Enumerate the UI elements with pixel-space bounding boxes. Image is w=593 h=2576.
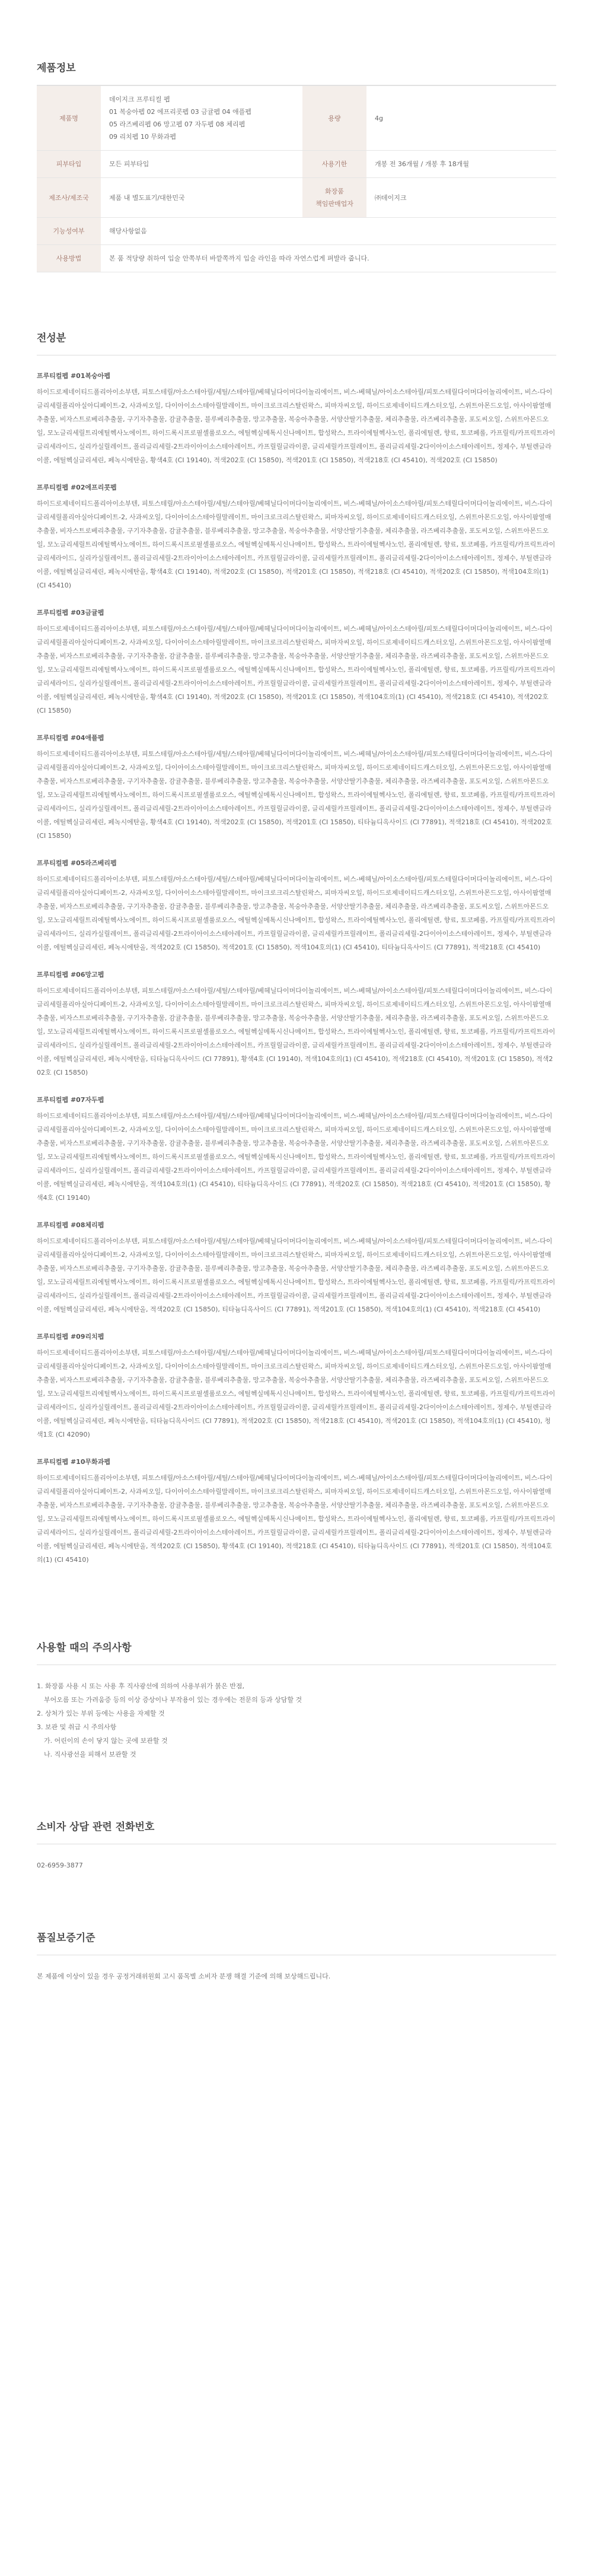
spec-value: 제품 내 별도표기/대한민국 [101, 178, 302, 218]
ingredient-name: 프루티컬펩 #03금귤펩 [37, 609, 104, 617]
ingredient-text: 하이드로제네이티드폴리아이소부텐, 피토스테릴/아소스테아릴/세틸/스테아릴/베헤닐다이머다이놀리에이트, 비스-베헤닐/아이소스테아릴/피토스테릴다이머다이놀리에이트, 비스-다이글리세릴폴리아실아디페이트-2, 사과씨오일, 다이아이소스테아릴말레이트, 마이크로크리스탈린왁스, 피마자씨오일, 하이드로제네이티드캐스터오일, 스위트아몬드오일, 아사이팜열매추출물, 비자스트로베리추출물, 구기자추출물, 감귤추출물, 블루베리추출물, 망고추출물, 복숭아추출물, 서양산딸기추출물, 체리추출물, 라즈베리추출물, 포도씨오일, 스위트아몬드오일, 모노글리세릴트리에틸헥사노에이트, 하이드록시프로필셀룰로오스, 에틸헥실메톡시신나메이트, 합성왁스, 트라이에틸헥사노인, 폴리에틸렌, 향료, 토코페롤, 카프릴릭/카프릭트라이글리세라이드, 실리카실릴레이트, 폴리글리세릴-2트라이아이소스테아레이트, 카프릴릴글라이콜, 글리세릴카프릴레이트, 폴리글리세릴-2다이아이소스테아레이트, 정제수, 부틸렌글라이콜, 에틸헥실글리세린, 페녹시에탄올, 황색4호 (CI 19140), 적색202호 (CI 15850), 적색201호 (CI 15850), 적색218호 (CI 45410), 적색202호 (CI 15850) [37, 388, 556, 464]
spec-value: 데이지크 프루티컬 펩 01 복숭아펩 02 에프리콧펩 03 금귤펩 04 애플펩 05 라즈베리펩 06 망고펩 07 자두펩 08 체리펩 09 리치펩 10 무화과펩 [101, 86, 302, 151]
ingredient-name: 프루티컬펩 #04애플펩 [37, 734, 104, 742]
spec-value: 4g [366, 86, 556, 151]
ingredient-text: 하이드로제네이티드폴리아이소부텐, 피토스테릴/아소스테아릴/세틸/스테아릴/베헤닐다이머다이놀리에이트, 비스-베헤닐/아이소스테아릴/피토스테릴다이머다이놀리에이트, 비스-다이글리세릴폴리아실아디페이트-2, 사과씨오일, 다이아이소스테아릴말레이트, 마이크로크리스탈린왁스, 피마자씨오일, 하이드로제네이티드캐스터오일, 스위트아몬드오일, 아사이팜열매추출물, 비자스트로베리추출물, 구기자추출물, 감귤추출물, 블루베리추출물, 망고추출물, 복숭아추출물, 서양산딸기추출물, 체리추출물, 라즈베리추출물, 포도씨오일, 스위트아몬드오일, 모노글리세릴트리에틸헥사노에이트, 하이드록시프로필셀룰로오스, 에틸헥실메톡시신나메이트, 합성왁스, 트라이에틸헥사노인, 폴리에틸렌, 향료, 토코페롤, 카프릴릭/카프릭트라이글리세라이드, 실리카실릴레이트, 폴리글리세릴-2트라이아이소스테아레이트, 카프릴릴글라이콜, 글리세릴카프릴레이트, 폴리글리세릴-2다이아이소스테아레이트, 정제수, 부틸렌글라이콜, 에틸헥실글리세린, 페녹시에탄올, 적색202호 (CI 15850), 적색201호 (CI 15850), 적색104호의(1) (CI 45410), 티타늄디옥사이드 (CI 77891), 적색218호 (CI 45410) [37, 875, 556, 951]
spec-label: 기능성여부 [37, 218, 101, 245]
ingredient-block [37, 1332, 556, 1441]
ingredient-text: 하이드로제네이티드폴리아이소부텐, 피토스테릴/아소스테아릴/세틸/스테아릴/베헤닐다이머다이놀리에이트, 비스-베헤닐/아이소스테아릴/피토스테릴다이머다이놀리에이트, 비스-다이글리세릴폴리아실아디페이트-2, 사과씨오일, 다이아이소스테아릴말레이트, 마이크로크리스탈린왁스, 피마자씨오일, 하이드로제네이티드캐스터오일, 스위트아몬드오일, 아사이팜열매추출물, 비자스트로베리추출물, 구기자추출물, 감귤추출물, 블루베리추출물, 망고추출물, 복숭아추출물, 서양산딸기추출물, 체리추출물, 라즈베리추출물, 포도씨오일, 스위트아몬드오일, 모노글리세릴트리에틸헥사노에이트, 하이드록시프로필셀룰로오스, 에틸헥실메톡시신나메이트, 합성왁스, 트라이에틸헥사노인, 폴리에틸렌, 향료, 토코페롤, 카프릴릭/카프릭트라이글리세라이드, 실리카실릴레이트, 폴리글리세릴-2트라이아이소스테아레이트, 카프릴릴글라이콜, 글리세릴카프릴레이트, 폴리글리세릴-2다이아이소스테아레이트, 정제수, 부틸렌글라이콜, 에틸헥실글리세린, 페녹시에탄올, 적색202호 (CI 15850), 황색4호 (CI 19140), 적색218호 (CI 45410), 티타늄디옥사이드 (CI 77891), 적색201호 (CI 15850), 적색104호의(1) (CI 45410) [37, 1474, 556, 1564]
caution-item: 3. 보관 및 취급 시 주의사항 [37, 1723, 117, 1731]
spec-row-usage [37, 245, 556, 272]
ingredient-text: 하이드로제네이티드폴리아이소부텐, 피토스테릴/아소스테아릴/세틸/스테아릴/베헤닐다이머다이놀리에이트, 비스-베헤닐/아이소스테아릴/피토스테릴다이머다이놀리에이트, 비스-다이글리세릴폴리아실아디페이트-2, 사과씨오일, 다이아이소스테아릴말레이트, 마이크로크리스탈린왁스, 피마자씨오일, 하이드로제네이티드캐스터오일, 스위트아몬드오일, 아사이팜열매추출물, 비자스트로베리추출물, 구기자추출물, 감귤추출물, 블루베리추출물, 망고추출물, 복숭아추출물, 서양산딸기추출물, 체리추출물, 라즈베리추출물, 포도씨오일, 스위트아몬드오일, 모노글리세릴트리에틸헥사노에이트, 하이드록시프로필셀룰로오스, 에틸헥실메톡시신나메이트, 합성왁스, 트라이에틸헥사노인, 폴리에틸렌, 향료, 토코페롤, 카프릴릭/카프릭트라이글리세라이드, 실리카실릴레이트, 폴리글리세릴-2트라이아이소스테아레이트, 카프릴릴글라이콜, 글리세릴카프릴레이트, 폴리글리세릴-2다이아이소스테아레이트, 정제수, 부틸렌글라이콜, 에틸헥실글리세린, 페녹시에탄올, 적색104호의(1) (CI 45410), 티타늄디옥사이드 (CI 77891), 적색202호 (CI 15850), 적색218호 (CI 45410), 적색201호 (CI 15850), 황색4호 (CI 19140) [37, 1112, 556, 1202]
caution-item: 가. 어린이의 손이 닿지 않는 곳에 보관할 것 [44, 1737, 168, 1745]
spec-row-functional [37, 218, 556, 245]
ingredient-block [37, 482, 556, 592]
caution-item: 2. 상처가 있는 부위 등에는 사용을 자제할 것 [37, 1710, 165, 1717]
spec-label: 피부타입 [37, 151, 101, 178]
ingredient-name: 프루티컬펩 #01복숭아펩 [37, 372, 110, 380]
ingredient-block [37, 1220, 556, 1316]
spec-value: 본 품 적당량 취하여 입술 안쪽부터 바깥쪽까지 입술 라인을 따라 자연스럽게 펴발라 줍니다. [101, 245, 556, 272]
spec-value: 모든 피부타입 [101, 151, 302, 178]
guarantee-title: 품질보증기준 [37, 1872, 556, 1955]
ingredients-title: 전성분 [37, 272, 556, 355]
ingredient-text: 하이드로제네이티드폴리아이소부텐, 피토스테릴/아소스테아릴/세틸/스테아릴/베헤닐다이머다이놀리에이트, 비스-베헤닐/아이소스테아릴/피토스테릴다이머다이놀리에이트, 비스-다이글리세릴폴리아실아디페이트-2, 사과씨오일, 다이아이소스테아릴말레이트, 마이크로크리스탈린왁스, 피마자씨오일, 하이드로제네이티드캐스터오일, 스위트아몬드오일, 아사이팜열매추출물, 비자스트로베리추출물, 구기자추출물, 감귤추출물, 블루베리추출물, 망고추출물, 복숭아추출물, 서양산딸기추출물, 체리추출물, 라즈베리추출물, 포도씨오일, 스위트아몬드오일, 모노글리세릴트리에틸헥사노에이트, 하이드록시프로필셀룰로오스, 에틸헥실메톡시신나메이트, 합성왁스, 트라이에틸헥사노인, 폴리에틸렌, 향료, 토코페롤, 카프릴릭/카프릭트라이글리세라이드, 실리카실릴레이트, 폴리글리세릴-2트라이아이소스테아레이트, 카프릴릴글라이콜, 글리세릴카프릴레이트, 폴리글리세릴-2다이아이소스테아레이트, 정제수, 부틸렌글라이콜, 에틸헥실글리세린, 페녹시에탄올, 티타늄디옥사이드 (CI 77891), 황색4호 (CI 19140), 적색104호의(1) (CI 45410), 적색218호 (CI 45410), 적색201호 (CI 15850), 적색202호 (CI 15850) [37, 987, 556, 1076]
ingredient-block [37, 1457, 556, 1567]
spec-label: 용량 [302, 86, 366, 151]
ingredient-name: 프루티컬펩 #07자두펩 [37, 1096, 104, 1104]
contact-title: 소비자 상담 관련 전화번호 [37, 1761, 556, 1844]
caution-item: 나. 직사광선을 피해서 보관할 것 [44, 1751, 136, 1758]
ingredient-text: 하이드로제네이티드폴리아이소부텐, 피토스테릴/아소스테아릴/세틸/스테아릴/베헤닐다이머다이놀리에이트, 비스-베헤닐/아이소스테아릴/피토스테릴다이머다이놀리에이트, 비스-다이글리세릴폴리아실아디페이트-2, 사과씨오일, 다이아이소스테아릴말레이트, 마이크로크리스탈린왁스, 피마자씨오일, 하이드로제네이티드캐스터오일, 스위트아몬드오일, 아사이팜열매추출물, 비자스트로베리추출물, 구기자추출물, 감귤추출물, 블루베리추출물, 망고추출물, 복숭아추출물, 서양산딸기추출물, 체리추출물, 라즈베리추출물, 포도씨오일, 스위트아몬드오일, 모노글리세릴트리에틸헥사노에이트, 하이드록시프로필셀룰로오스, 에틸헥실메톡시신나메이트, 합성왁스, 트라이에틸헥사노인, 폴리에틸렌, 향료, 토코페롤, 카프릴릭/카프릭트라이글리세라이드, 실리카실릴레이트, 폴리글리세릴-2트라이아이소스테아레이트, 카프릴릴글라이콜, 글리세릴카프릴레이트, 폴리글리세릴-2다이아이소스테아레이트, 정제수, 부틸렌글라이콜, 에틸헥실글리세린, 페녹시에탄올, 황색4호 (CI 19140), 적색202호 (CI 15850), 적색201호 (CI 15850), 티타늄디옥사이드 (CI 77891), 적색218호 (CI 45410), 적색202호 (CI 15850) [37, 750, 556, 840]
ingredient-name: 프루티컬펩 #10무화과펩 [37, 1458, 110, 1466]
ingredients-list [37, 355, 556, 1567]
spec-label: 사용기한 [302, 151, 366, 178]
ingredient-text: 하이드로제네이티드폴리아이소부텐, 피토스테릴/아소스테아릴/세틸/스테아릴/베헤닐다이머다이놀리에이트, 비스-베헤닐/아이소스테아릴/피토스테릴다이머다이놀리에이트, 비스-다이글리세릴폴리아실아디페이트-2, 사과씨오일, 다이아이소스테아릴말레이트, 마이크로크리스탈린왁스, 피마자씨오일, 하이드로제네이티드캐스터오일, 스위트아몬드오일, 아사이팜열매추출물, 비자스트로베리추출물, 구기자추출물, 감귤추출물, 블루베리추출물, 망고추출물, 복숭아추출물, 서양산딸기추출물, 체리추출물, 라즈베리추출물, 포도씨오일, 스위트아몬드오일, 모노글리세릴트리에틸헥사노에이트, 하이드록시프로필셀룰로오스, 에틸헥실메톡시신나메이트, 합성왁스, 트라이에틸헥사노인, 폴리에틸렌, 향료, 토코페롤, 카프릴릭/카프릭트라이글리세라이드, 실리카실릴레이트, 폴리글리세릴-2트라이아이소스테아레이트, 카프릴릴글라이콜, 글리세릴카프릴레이트, 폴리글리세릴-2다이아이소스테아레이트, 정제수, 부틸렌글라이콜, 에틸헥실글리세린, 페녹시에탄올, 적색202호 (CI 15850), 티타늄디옥사이드 (CI 77891), 적색201호 (CI 15850), 적색104호의(1) (CI 45410), 적색218호 (CI 45410) [37, 1237, 556, 1313]
ingredient-name: 프루티컬펩 #09리치펩 [37, 1333, 104, 1341]
guarantee-text: 본 제품에 이상이 있을 경우 공정거래위원회 고시 품목별 소비자 분쟁 해결 기준에 의해 보상해드립니다. [37, 1973, 331, 1980]
contact-phone: 02-6959-3877 [37, 1862, 83, 1869]
ingredient-block [37, 733, 556, 843]
product-info-title: 제품정보 [37, 0, 556, 85]
spec-label: 화장품 책임판매업자 [302, 178, 366, 218]
cautions-list [37, 1665, 556, 1761]
ingredient-block [37, 858, 556, 954]
spec-value: ㈜데이지크 [366, 178, 556, 218]
spec-row-maker [37, 178, 556, 218]
ingredient-text: 하이드로제네이티드폴리아이소부텐, 피토스테릴/아소스테아릴/세틸/스테아릴/베헤닐다이머다이놀리에이트, 비스-베헤닐/아이소스테아릴/피토스테릴다이머다이놀리에이트, 비스-다이글리세릴폴리아실아디페이트-2, 사과씨오일, 다이아이소스테아릴말레이트, 마이크로크리스탈린왁스, 피마자씨오일, 하이드로제네이티드캐스터오일, 스위트아몬드오일, 아사이팜열매추출물, 비자스트로베리추출물, 구기자추출물, 감귤추출물, 블루베리추출물, 망고추출물, 복숭아추출물, 서양산딸기추출물, 체리추출물, 라즈베리추출물, 포도씨오일, 스위트아몬드오일, 모노글리세릴트리에틸헥사노에이트, 하이드록시프로필셀룰로오스, 에틸헥실메톡시신나메이트, 합성왁스, 트라이에틸헥사노인, 폴리에틸렌, 향료, 토코페롤, 카프릴릭/카프릭트라이글리세라이드, 실리카실릴레이트, 폴리글리세릴-2트라이아이소스테아레이트, 카프릴릴글라이콜, 글리세릴카프릴레이트, 폴리글리세릴-2다이아이소스테아레이트, 정제수, 부틸렌글라이콜, 에틸헥실글리세린, 페녹시에탄올, 황색4호 (CI 19140), 적색202호 (CI 15850), 적색201호 (CI 15850), 적색104호의(1) (CI 45410), 적색218호 (CI 45410), 적색202호 (CI 15850) [37, 625, 556, 714]
caution-item: 1. 화장품 사용 시 또는 사용 후 직사광선에 의하여 사용부위가 붉은 반점, [37, 1682, 244, 1690]
spec-row-name [37, 86, 556, 151]
caution-item: 부어오름 또는 가려움증 등의 이상 증상이나 부작용이 있는 경우에는 전문의 등과 상담할 것 [44, 1696, 302, 1704]
ingredient-block [37, 970, 556, 1079]
bottom-spacer [37, 1983, 556, 2025]
ingredient-block [37, 608, 556, 717]
spec-label: 제품명 [37, 86, 101, 151]
spec-label: 제조사/제조국 [37, 178, 101, 218]
cautions-title: 사용할 때의 주의사항 [37, 1582, 556, 1665]
product-info-table [37, 85, 556, 272]
ingredient-text: 하이드로제네이티드폴리아이소부텐, 피토스테릴/아소스테아릴/세틸/스테아릴/베헤닐다이머다이놀리에이트, 비스-베헤닐/아이소스테아릴/피토스테릴다이머다이놀리에이트, 비스-다이글리세릴폴리아실아디페이트-2, 사과씨오일, 다이아이소스테아릴말레이트, 마이크로크리스탈린왁스, 피마자씨오일, 하이드로제네이티드캐스터오일, 스위트아몬드오일, 아사이팜열매추출물, 비자스트로베리추출물, 구기자추출물, 감귤추출물, 블루베리추출물, 망고추출물, 복숭아추출물, 서양산딸기추출물, 체리추출물, 라즈베리추출물, 포도씨오일, 스위트아몬드오일, 모노글리세릴트리에틸헥사노에이트, 하이드록시프로필셀룰로오스, 에틸헥실메톡시신나메이트, 합성왁스, 트라이에틸헥사노인, 폴리에틸렌, 향료, 토코페롤, 카프릴릭/카프릭트라이글리세라이드, 실리카실릴레이트, 폴리글리세릴-2트라이아이소스테아레이트, 카프릴릴글라이콜, 글리세릴카프릴레이트, 폴리글리세릴-2다이아이소스테아레이트, 정제수, 부틸렌글라이콜, 에틸헥실글리세린, 페녹시에탄올, 황색4호 (CI 19140), 적색202호 (CI 15850), 적색201호 (CI 15850), 적색218호 (CI 45410), 적색202호 (CI 15850), 적색104호의(1) (CI 45410) [37, 500, 556, 589]
spec-value: 해당사항없음 [101, 218, 556, 245]
ingredient-name: 프루티컬펩 #08체리펩 [37, 1221, 104, 1229]
ingredient-name: 프루티컬펩 #06망고펩 [37, 971, 104, 979]
spec-value: 개봉 전 36개월 / 개봉 후 18개월 [366, 151, 556, 178]
spec-label: 사용방법 [37, 245, 101, 272]
ingredient-name: 프루티컬펩 #05라즈베리펩 [37, 859, 117, 867]
ingredient-text: 하이드로제네이티드폴리아이소부텐, 피토스테릴/아소스테아릴/세틸/스테아릴/베헤닐다이머다이놀리에이트, 비스-베헤닐/아이소스테아릴/피토스테릴다이머다이놀리에이트, 비스-다이글리세릴폴리아실아디페이트-2, 사과씨오일, 다이아이소스테아릴말레이트, 마이크로크리스탈린왁스, 피마자씨오일, 하이드로제네이티드캐스터오일, 스위트아몬드오일, 아사이팜열매추출물, 비자스트로베리추출물, 구기자추출물, 감귤추출물, 블루베리추출물, 망고추출물, 복숭아추출물, 서양산딸기추출물, 체리추출물, 라즈베리추출물, 포도씨오일, 스위트아몬드오일, 모노글리세릴트리에틸헥사노에이트, 하이드록시프로필셀룰로오스, 에틸헥실메톡시신나메이트, 합성왁스, 트라이에틸헥사노인, 폴리에틸렌, 향료, 토코페롤, 카프릴릭/카프릭트라이글리세라이드, 실리카실릴레이트, 폴리글리세릴-2트라이아이소스테아레이트, 카프릴릴글라이콜, 글리세릴카프릴레이트, 폴리글리세릴-2다이아이소스테아레이트, 정제수, 부틸렌글라이콜, 에틸헥실글리세린, 페녹시에탄올, 티타늄디옥사이드 (CI 77891), 적색202호 (CI 15850), 적색218호 (CI 45410), 적색201호 (CI 15850), 적색104호의(1) (CI 45410), 청색1호 (CI 42090) [37, 1349, 556, 1438]
ingredient-block [37, 371, 556, 467]
ingredient-name: 프루티컬펩 #02에프리콧펩 [37, 484, 117, 491]
ingredient-block [37, 1095, 556, 1205]
spec-row-skin [37, 151, 556, 178]
